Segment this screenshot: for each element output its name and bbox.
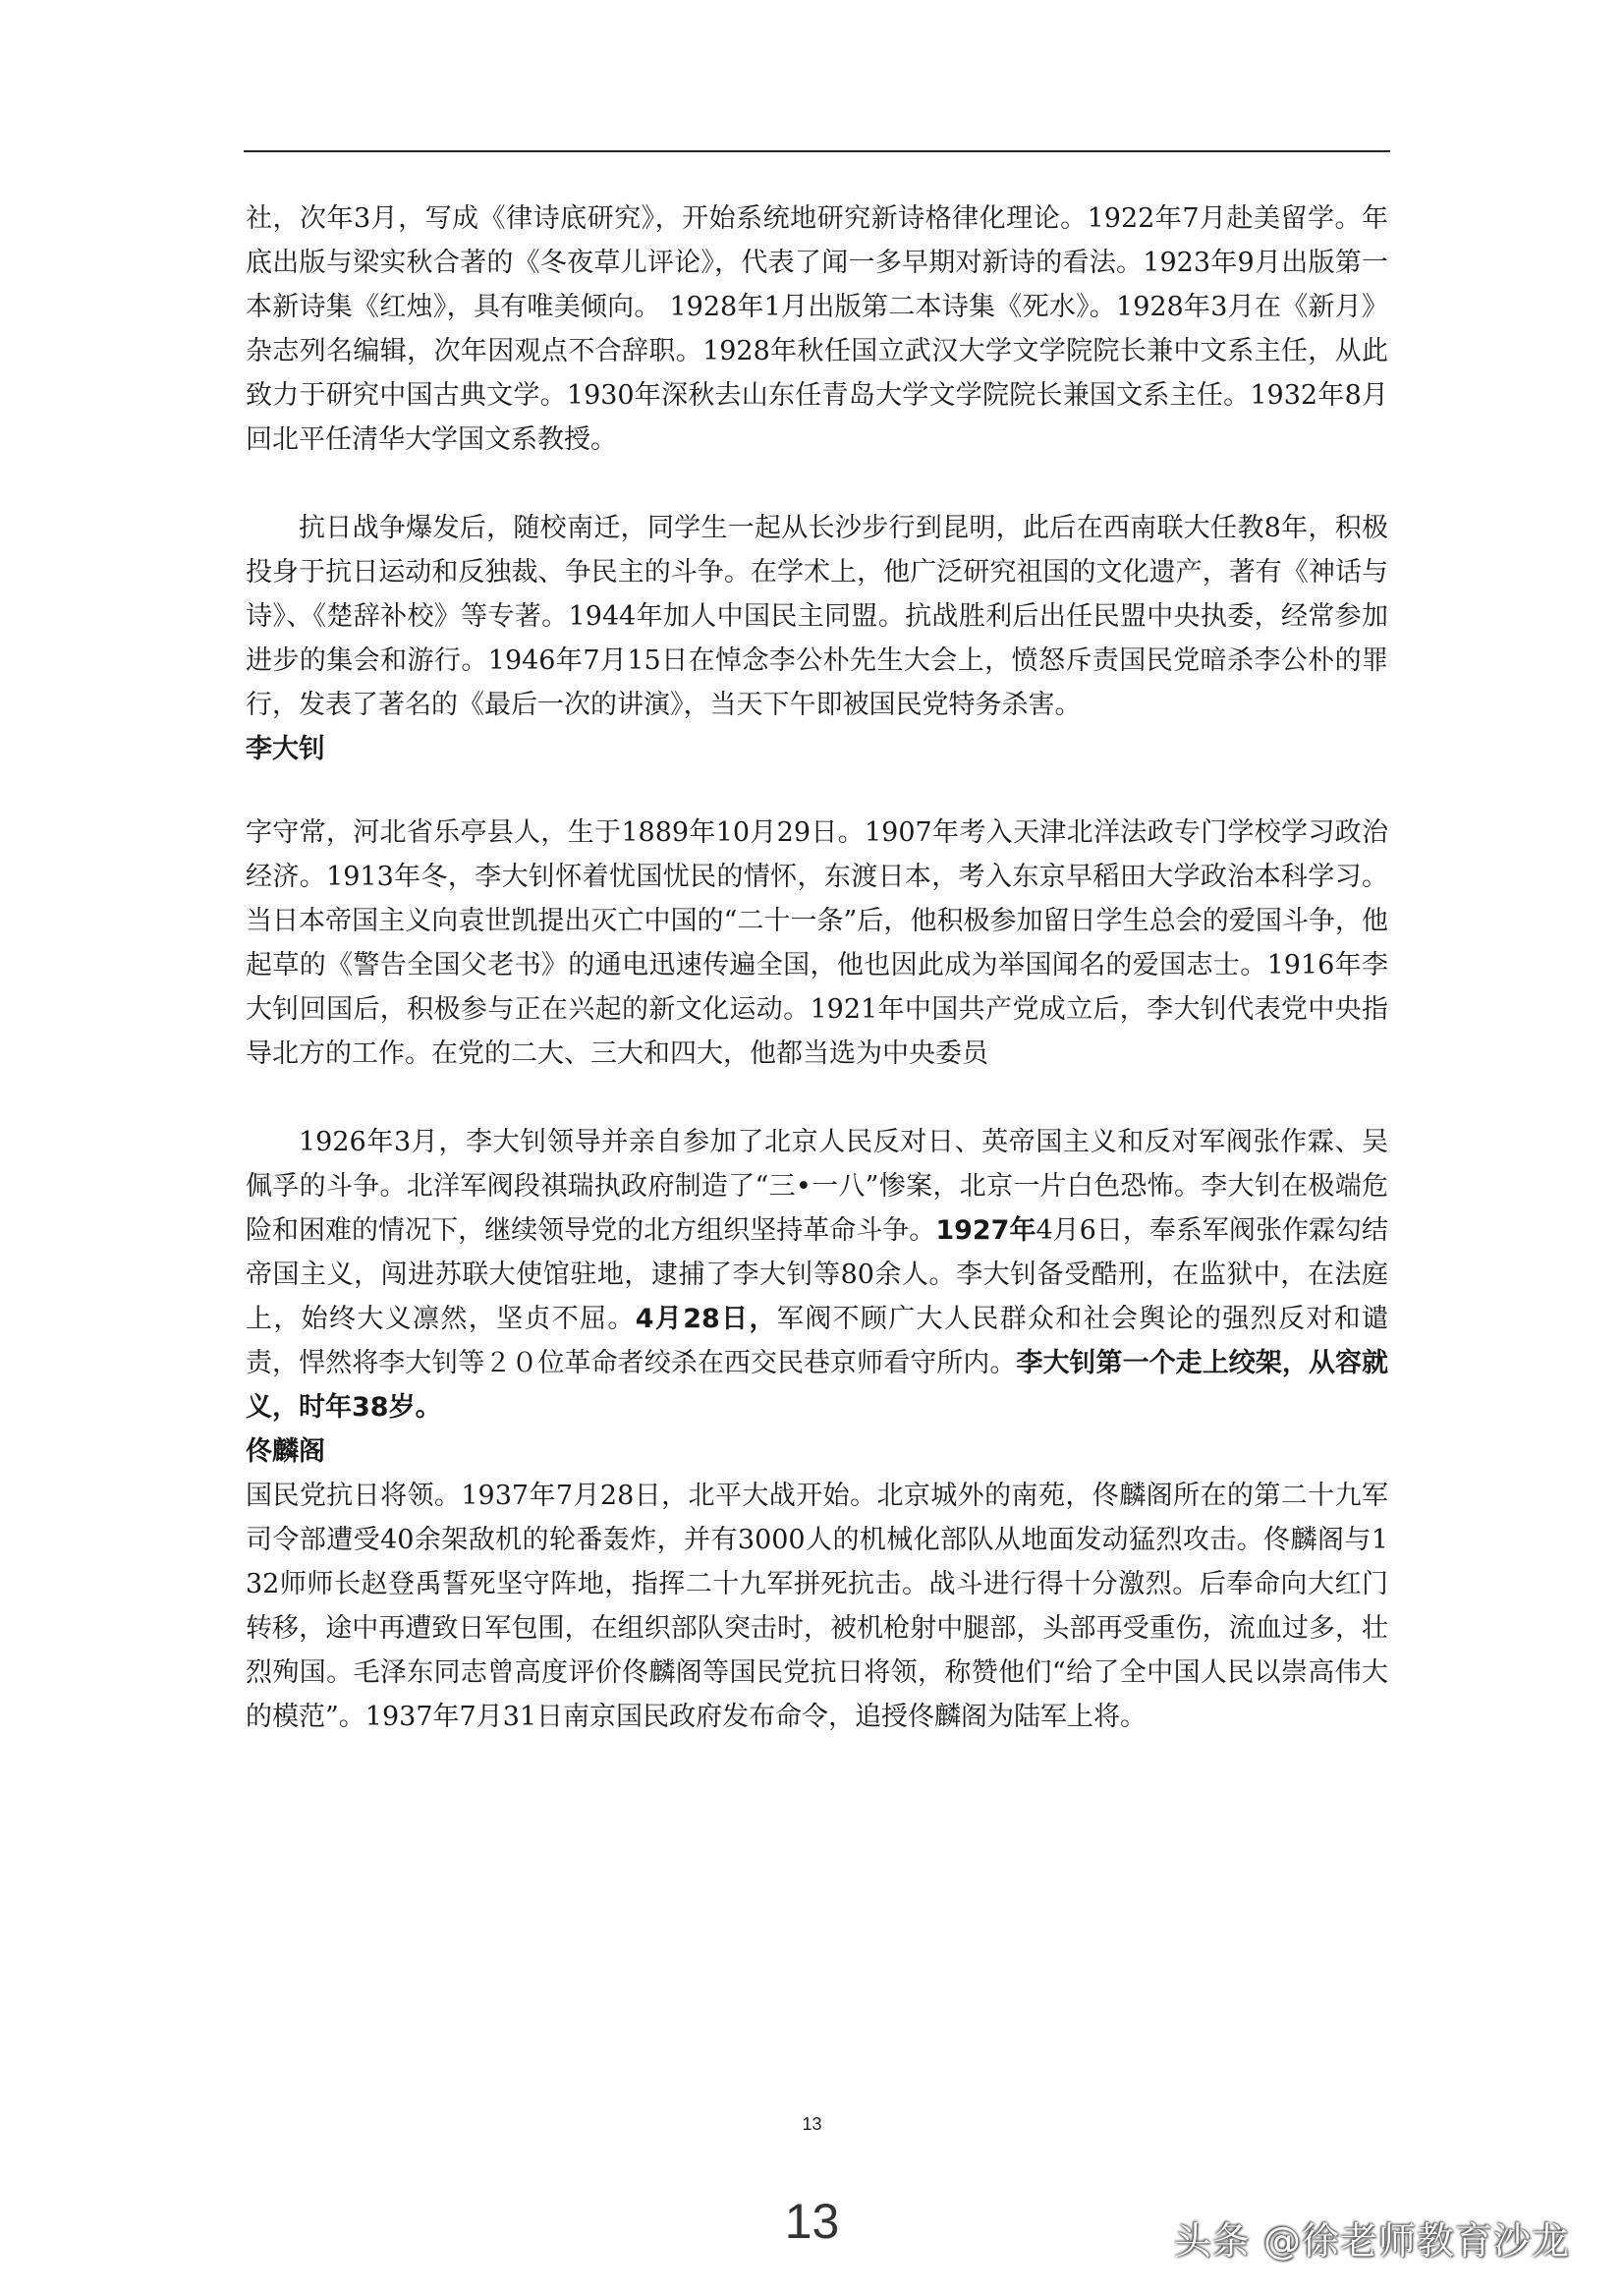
heading-tong-linge: 佟麟阁 <box>246 1436 325 1467</box>
text-segment: 1926年3月，李大钊领导并亲自参加了北京人民反对日、英帝国主义和反对军阀张作霖、吴佩孚的斗争。北洋军阀段祺瑞执政府制造了“三•一八”惨案，北京一片白色恐怖。李大钊在极端危险和困难的情况下，继续领导党的北方组织坚持革命斗争。 <box>246 1127 1388 1246</box>
paragraph-tong-linge-1: 国民党抗日将领。1937年7月28日，北平大战开始。北京城外的南苑，佟麟阁所在的第二十九军司令部遭受40余架敌机的轮番轰炸，并有3000人的机械化部队从地面发动猛烈攻击。佟麟阁与132师师长赵登禹誓死坚守阵地，指挥二十九军拼死抗击。战斗进行得十分激烈。后奉命向大红门转移，途中再遭致日军包围，在组织部队突击时，被机枪射中腿部，头部再受重伤，流血过多，壮烈殉国。毛泽东同志曾高度评价佟麟阁等国民党抗日将领，称赞他们“给了全中国人民以崇高伟大的模范”。1937年7月31日南京国民政府发布命令，追授佟麟阁为陆军上将。 <box>246 1481 1388 1732</box>
paragraph-wen-yiduo-2: 抗日战争爆发后，随校南迁，同学生一起从长沙步行到昆明，此后在西南联大任教8年，积极投身于抗日运动和反独裁、争民主的斗争。在学术上，他广泛研究祖国的文化遗产，著有《神话与诗》、《楚辞补校》等专著。1944年加人中国民主同盟。抗战胜利后出任民盟中央执委，经常参加进步的集会和游行。1946年7月15日在悼念李公朴先生大会上，愤怒斥责国民党暗杀李公朴的罪行，发表了著名的《最后一次的讲演》，当天下午即被国民党特务杀害。 <box>246 513 1388 720</box>
document-body <box>246 196 1388 1739</box>
source-watermark: 头条 @徐老师教育沙龙 <box>1173 2219 1570 2263</box>
paragraph-wen-yiduo-1: 社，次年3月，写成《律诗底研究》，开始系统地研究新诗格律化理论。1922年7月赴美留学。年底出版与梁实秋合著的《冬夜草儿评论》，代表了闻一多早期对新诗的看法。1923年9月出版第一本新诗集《红烛》，具有唯美倾向。 1928年1月出版第二本诗集《死水》。1928年3月在《新月》杂志列名编辑，次年因观点不合辞职。1928年秋任国立武汉大学文学院院长兼中文系主任，从此致力于研究中国古典文学。1930年深秋去山东任青岛大学文学院院长兼国文系主任。1932年8月回北平任清华大学国文系教授。 <box>246 203 1388 455</box>
text-segment: 军阀不顾广大人民群众和社会舆论的强烈反对和谴责，悍然将李大钊等２０位革命者绞杀在西交民巷京师看守所内。 <box>246 1304 1389 1378</box>
paragraph-li-dazhao-1: 字守常，河北省乐亭县人，生于1889年10月29日。1907年考入天津北洋法政专门学校学习政治经济。1913年冬，李大钊怀着忧国忧民的情怀，东渡日本，考入东京早稻田大学政治本科学习。当日本帝国主义向袁世凯提出灭亡中国的“二十一条”后，他积极参加留日学生总会的爱国斗争，他起草的《警告全国父老书》的通电迅速传遍全国，他也因此成为举国闻名的爱国志士。1916年李大钊回国后，积极参与正在兴起的新文化运动。1921年中国共产党成立后，李大钊代表党中央指导北方的工作。在党的二大、三大和四大，他都当选为中央委员 <box>246 817 1388 1069</box>
text-segment: 4月6日，奉系军阀张作霖勾结帝国主义，闯进苏联大使馆驻地，逮捕了李大钊等80余人。李大钊备受酷刑，在监狱中，在法庭上，始终大义凛然，坚贞不屈。 <box>246 1215 1388 1334</box>
paragraph-li-dazhao-2 <box>246 1120 1388 1429</box>
page-number: 13 <box>802 2114 822 2134</box>
bold-segment: 4月28日， <box>635 1304 777 1334</box>
header-rule <box>244 150 1390 152</box>
bold-segment: 李大钊第一个走上绞架，从容就义，时年38岁。 <box>246 1348 1389 1423</box>
bold-segment: 1927年 <box>935 1215 1036 1246</box>
page-number-large: 13 <box>784 2194 840 2249</box>
heading-li-dazhao: 李大钊 <box>246 734 325 764</box>
